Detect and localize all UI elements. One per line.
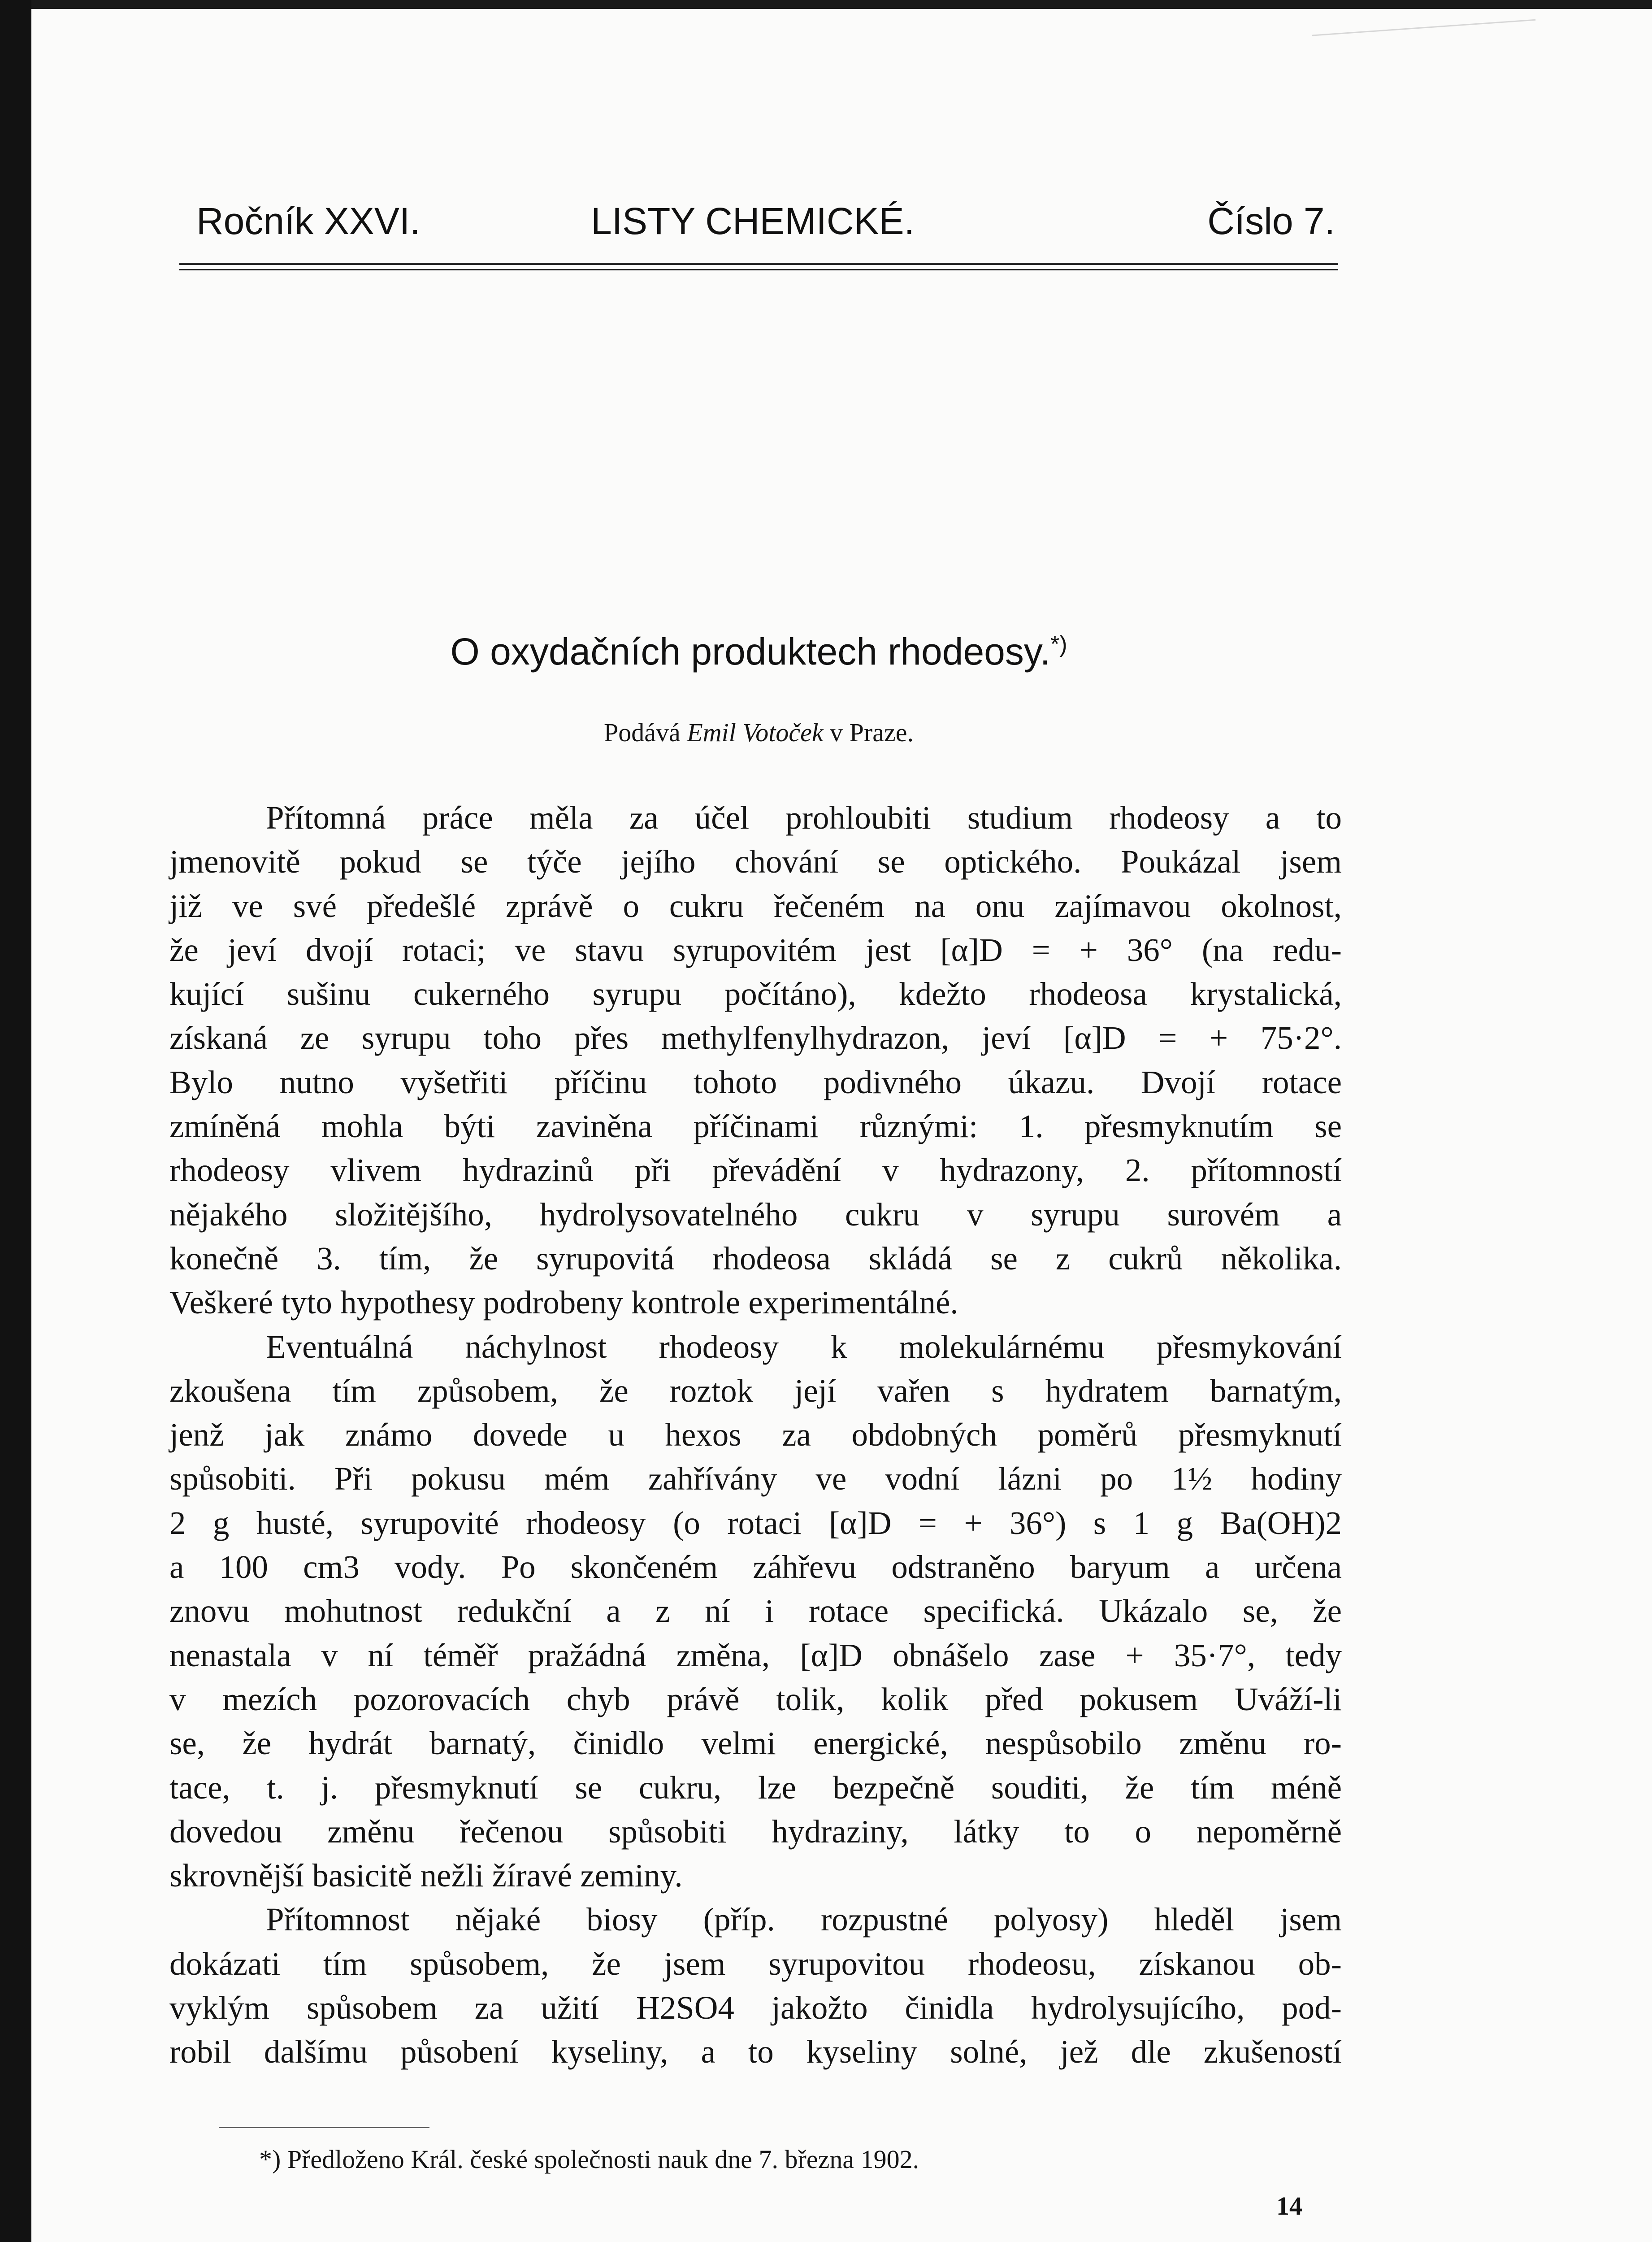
body-line: robil dalšímu působení kyseliny, a to kyseliny solné, jež dle zkušeností bbox=[169, 2033, 1342, 2070]
body-line: jmenovitě pokud se týče jejího chování se optického. Poukázal jsem bbox=[169, 843, 1342, 880]
body-line: v mezích pozorovacích chyb právě tolik, kolik před pokusem Uváží-li bbox=[169, 1681, 1342, 1717]
article-title bbox=[179, 630, 1338, 673]
page-number: 14 bbox=[1276, 2191, 1302, 2220]
body-line: se, že hydrát barnatý, činidlo velmi energické, nespůsobilo změnu ro- bbox=[169, 1725, 1342, 1762]
body-line: Přítomná práce měla za účel prohloubiti studium rhodeosy a to bbox=[266, 799, 1342, 836]
byline-prefix: Podává bbox=[604, 718, 681, 747]
issue-label: Číslo 7. bbox=[1207, 200, 1335, 242]
body-line: skrovnější basicitě nežli žíravé zeminy. bbox=[169, 1857, 683, 1894]
article-body bbox=[169, 796, 1342, 2074]
body-line: Bylo nutno vyšetřiti příčinu tohoto podivného úkazu. Dvojí rotace bbox=[169, 1064, 1342, 1100]
body-line: Veškeré tyto hypothesy podrobeny kontrole experimentálné. bbox=[169, 1284, 958, 1321]
body-line: již ve své předešlé zprávě o cukru řečeném na onu zajímavou okolnost, bbox=[169, 887, 1342, 924]
footnote-marker: *) bbox=[1050, 631, 1067, 657]
volume-label: Ročník XXVI. bbox=[196, 200, 421, 242]
body-line: spůsobiti. Při pokusu mém zahřívány ve vodní lázni po 1½ hodiny bbox=[169, 1460, 1342, 1497]
body-line: 2 g husté, syrupovité rhodeosy (o rotaci [α]D = + 36°) s 1 g Ba(OH)2 bbox=[169, 1504, 1342, 1541]
header-rule-thick bbox=[179, 263, 1338, 265]
running-header bbox=[196, 200, 1335, 253]
body-line: že jeví dvojí rotaci; ve stavu syrupovitém jest [α]D = + 36° (na redu- bbox=[169, 931, 1342, 968]
body-line: a 100 cm3 vody. Po skončeném záhřevu odstraněno baryum a určena bbox=[169, 1549, 1342, 1586]
body-line: konečně 3. tím, že syrupovitá rhodeosa skládá se z cukrů několika. bbox=[169, 1240, 1342, 1277]
body-line: vyklým spůsobem za užití H2SO4 jakožto činidla hydrolysujícího, pod- bbox=[169, 1990, 1342, 2026]
byline-suffix: v Praze. bbox=[830, 718, 914, 747]
body-line: kující sušinu cukerného syrupu počítáno), kdežto rhodeosa krystalická, bbox=[169, 976, 1342, 1012]
journal-name: LISTY CHEMICKÉ. bbox=[591, 200, 915, 242]
body-line: dokázati tím spůsobem, že jsem syrupovitou rhodeosu, získanou ob- bbox=[169, 1945, 1342, 1982]
author-name: Emil Votoček bbox=[687, 718, 824, 747]
body-line: Přítomnost nějaké biosy (příp. rozpustné polyosy) hleděl jsem bbox=[266, 1901, 1342, 1938]
body-line: zkoušena tím způsobem, že roztok její vařen s hydratem barnatým, bbox=[169, 1372, 1342, 1409]
scan-border bbox=[0, 0, 31, 2242]
body-line: tace, t. j. přesmyknutí se cukru, lze bezpečně souditi, že tím méně bbox=[169, 1769, 1342, 1806]
body-line: zmíněná mohla býti zaviněna příčinami různými: 1. přesmyknutím se bbox=[169, 1108, 1342, 1145]
footnote: *) Předloženo Král. české společnosti nauk dne 7. března 1902. bbox=[259, 2145, 919, 2174]
body-line: Eventuálná náchylnost rhodeosy k molekulárnému přesmykování bbox=[266, 1328, 1342, 1365]
article-title-text: O oxydačních produktech rhodeosy. bbox=[450, 630, 1050, 673]
body-line: získaná ze syrupu toho přes methylfenylhydrazon, jeví [α]D = + 75·2°. bbox=[169, 1020, 1342, 1056]
byline bbox=[179, 717, 1338, 747]
header-rule-thin bbox=[179, 269, 1338, 270]
body-line: jenž jak známo dovede u hexos za obdobných poměrů přesmyknutí bbox=[169, 1416, 1342, 1453]
body-line: nenastala v ní téměř pražádná změna, [α]D obnášelo zase + 35·7°, tedy bbox=[169, 1637, 1342, 1673]
body-line: dovedou změnu řečenou spůsobiti hydraziny, látky to o nepoměrně bbox=[169, 1813, 1342, 1850]
scan-artifact bbox=[1312, 19, 1539, 90]
body-line: nějakého složitějšího, hydrolysovatelného cukru v syrupu surovém a bbox=[169, 1196, 1342, 1233]
body-line: rhodeosy vlivem hydrazinů při převádění v hydrazony, 2. přítomností bbox=[169, 1152, 1342, 1189]
body-line: znovu mohutnost redukční a z ní i rotace specifická. Ukázalo se, že bbox=[169, 1593, 1342, 1629]
footnote-rule bbox=[219, 2127, 429, 2128]
